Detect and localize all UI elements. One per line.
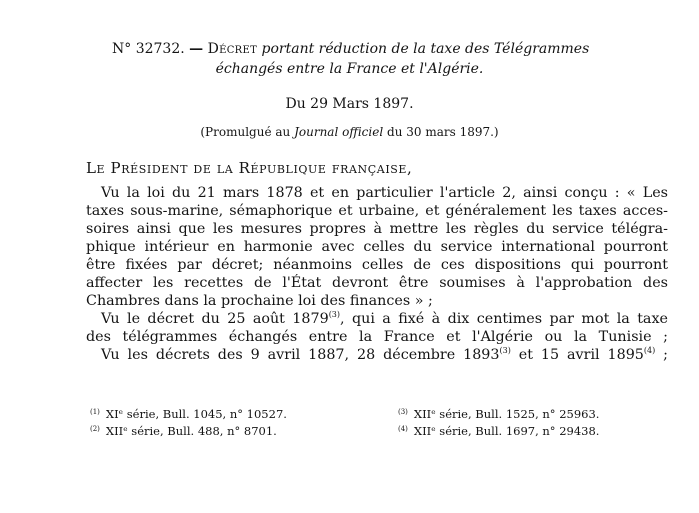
decree-title-part-1: portant réduction de la taxe des Télégrammes [261,41,590,57]
body-line: Chambres dans la prochaine loi des finances » ; [86,293,433,309]
footnote-text: XIIᵉ série, Bull. 1697, n° 29438. [413,424,600,438]
president-heading: Le Président de la République française, [86,159,413,177]
decree-body [86,184,668,364]
body-line: des télégrammes échangés entre la France et l'Algérie ou la Tunisie ; [86,329,668,345]
body-line: Vu la loi du 21 mars 1878 et en particulier l'article 2, ainsi conçu : « Les [101,185,668,201]
footnotes [0,404,699,444]
body-line [86,310,668,328]
footnote-4 [398,421,599,439]
footnote-3 [398,404,599,422]
footnote-mark: (2) [90,425,100,433]
body-text-fragment: , qui a fixé à dix centimes par mot la taxe [340,311,668,327]
decree-number: N° 32732. [112,41,185,57]
body-line [86,346,668,364]
footnote-mark: (4) [398,425,408,433]
decree-date: Du 29 Mars 1897. [285,96,414,112]
body-text-fragment: ; [655,347,668,363]
body-line: phique intérieur en harmonie avec celles du service international pourront [86,239,668,255]
promulgation-journal: Journal officiel [294,125,384,139]
footnote-mark: (3) [398,408,408,416]
decree-title-line-2: échangés entre la France et l'Algérie. [215,61,484,77]
footnote-2 [90,421,277,439]
title-dash: — [189,41,204,57]
decree-title-line-1 [112,40,632,58]
body-line: affecter les recettes de l'État devront être soumises à l'approbation des [86,275,668,291]
decree-label: Décret [207,41,258,57]
body-text-fragment: Vu les décrets des 9 avril 1887, 28 décembre 1893 [101,347,500,363]
body-line: soires ainsi que les mesures propres à mettre les règles du service télégra- [86,221,668,237]
footnote-ref: (3) [499,346,511,355]
footnote-ref: (4) [643,346,656,355]
footnote-text: XIIᵉ série, Bull. 488, n° 8701. [105,424,277,438]
promulgation-suffix: du 30 mars 1897.) [387,125,499,139]
body-text-fragment: Vu le décret du 25 août 1879 [101,311,329,327]
footnote-text: XIIᵉ série, Bull. 1525, n° 25963. [413,407,600,421]
footnote-mark: (1) [90,408,100,416]
promulgation-prefix: (Promulgué au [200,125,291,139]
promulgation-note [0,124,699,140]
body-text-fragment: et 15 avril 1895 [510,347,644,363]
footnote-ref: (3) [328,310,341,319]
footnote-text: XIᵉ série, Bull. 1045, n° 10527. [105,407,287,421]
body-line: être fixées par décret; néanmoins celles de ces dispositions qui pourront [86,257,668,273]
body-line: taxes sous-marine, sémaphorique et urbaine, et généralement les taxes acces- [86,203,668,219]
footnote-1 [90,404,287,422]
